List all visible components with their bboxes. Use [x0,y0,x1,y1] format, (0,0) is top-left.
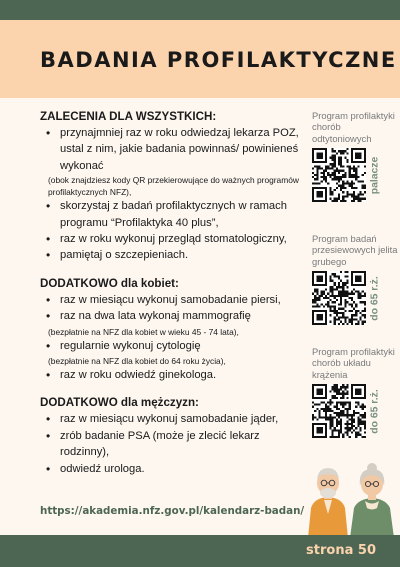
list-item-text: raz w miesiącu wykonuj samobadanie piersi, [60,293,281,306]
list-item [40,308,302,337]
list-item-text: raz w roku wykonuj przegląd stomatologiczny, [60,233,287,246]
page-number: strona 50 [306,543,376,558]
list-item [40,231,302,247]
list-women [40,292,302,384]
section-heading-women: DODATKOWO dla kobiet: [40,276,179,290]
program-block-colon [312,233,400,325]
elderly-couple-illustration [302,456,400,538]
list-item-text: pamiętaj o szczepieniach. [60,249,189,262]
program-tag: do 65 r.ż. [369,275,381,321]
list-item-text: regularnie wykonuj cytologię [60,339,201,352]
top-band [0,0,400,20]
list-item-text: przynajmniej raz w roku odwiedzaj lekarza POZ, ustal z nim, jakie badania powinnaś/ powinieneś wykonać [60,127,299,172]
list-item-text: raz w miesiącu wykonuj samobadanie jąder, [60,413,279,426]
list-item-text: odwiedź urologa. [60,462,145,475]
list-item-note: (bezpłatnie na NFZ dla kobiet w wieku 45 - 74 lata), [48,326,239,337]
qr-code[interactable] [312,271,366,325]
list-item [40,461,302,477]
qr-wrap [312,148,400,202]
title-band [0,20,400,98]
program-tag: palacze [369,156,381,194]
list-men [40,411,302,477]
list-item [40,292,302,308]
list-item [40,247,302,263]
program-label: Program profilaktyki chorób układu krążenia [312,346,395,380]
program-label: Program badań przesiewowych jelita grubego [312,233,398,267]
program-block-smoking [312,110,400,202]
list-item [40,198,302,231]
qr-wrap [312,271,400,325]
program-tag: do 65 r.ż. [369,388,381,434]
list-item [40,411,302,427]
list-item-note: (obok znajdziesz kody QR przekierowujące do ważnych programów profilaktycznych NFZ), [48,175,299,198]
list-item-text: zrób badanie PSA (może je zlecić lekarz rodzinny), [60,429,260,459]
list-item-text: skorzystaj z badań profilaktycznych w ramach programu “Profilaktyka 40 plus”, [60,200,287,229]
list-item [40,125,302,198]
section-heading-all: ZALECENIA DLA WSZYSTKICH: [40,110,217,123]
page-title: BADANIA PROFILAKTYCZNE [40,48,397,72]
list-item [40,367,302,383]
list-item-note: (bezpłatnie na NFZ dla kobiet do 64 roku życia), [48,356,226,367]
qr-code[interactable] [312,148,366,202]
section-heading-men: DODATKOWO dla mężczyzn: [40,396,199,410]
calendar-link[interactable]: https://akademia.nfz.gov.pl/kalendarz-badan/ [40,505,305,517]
program-block-circulatory [312,346,400,438]
list-item-text: raz w roku odwiedź ginekologa. [60,369,217,382]
recommendations-column [40,110,302,477]
list-item [40,338,302,367]
program-label: Program profilaktyki chorób odtytoniowych [312,110,395,144]
qr-wrap [312,384,400,438]
list-item [40,428,302,461]
list-item-text: raz na dwa lata wykonaj mammografię [60,310,251,323]
qr-code[interactable] [312,384,366,438]
list-all [40,125,302,264]
